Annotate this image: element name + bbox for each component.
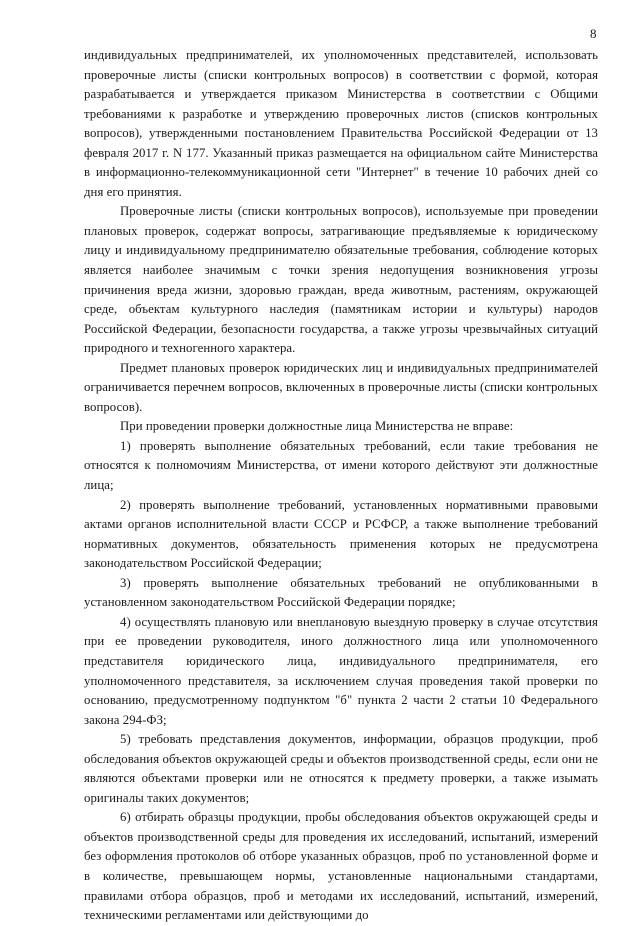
paragraph-continuation: индивидуальных предпринимателей, их уполномоченных представителей, использовать проверочные листы (списки контрольных вопросов) в соответствии с формой, которая разрабатывается и утверждается приказом Министерства в соответствии с Общими требованиями к разработке и утверждению проверочных листов (списков контрольных вопросов), утвержденными постановлением Правительства Российской Федерации от 13 февраля 2017 г. N 177. Указанный приказ размещается на официальном сайте Министерства в информационно-телекоммуникационной сети "Интернет" в течение 10 рабочих дней со дня его принятия. [84, 48, 598, 199]
prohibition-item-3: 3) проверять выполнение обязательных требований не опубликованными в установленном законодательством Российской Федерации порядке; [84, 575, 598, 610]
paragraph-inspection-subject: Предмет плановых проверок юридических лиц и индивидуальных предпринимателей ограничивается перечнем вопросов, включенных в проверочные листы (списки контрольных вопросов). [84, 360, 598, 414]
prohibition-item-5: 5) требовать представления документов, информации, образцов продукции, проб обследования объектов окружающей среды и объектов производственной среды, если они не являются объектами проверки или не относятся к предмету проверки, а также изымать оригиналы таких документов; [84, 732, 598, 805]
prohibition-item-2: 2) проверять выполнение требований, установленных нормативными правовыми актами органов исполнительной власти СССР и РСФСР, а также выполнение требований нормативных документов, обязательность применения которых не предусмотрена законодательством Российской Федерации; [84, 497, 598, 571]
paragraph-checklists-content: Проверочные листы (списки контрольных вопросов), используемые при проведении плановых проверок, содержат вопросы, затрагивающие предъявляемые к юридическому лицу и индивидуальному предпринимателю обязательные требования, соблюдение которых является наиболее значимым с точки зрения недопущения возникновения угрозы причинения вреда жизни, здоровью граждан, вреда животным, растениям, окружающей среде, объектам культурного наследия (памятникам истории и культуры) народов Российской Федерации, безопасности государства, а также угрозы чрезвычайных ситуаций природного и техногенного характера. [84, 204, 598, 356]
page-number: 8 [590, 26, 597, 41]
prohibition-item-4: 4) осуществлять плановую или внеплановую выездную проверку в случае отсутствия при ее проведении руководителя, иного должностного лица или уполномоченного представителя юридического лица, индивидуального предпринимателя, его уполномоченного представителя, за исключением случая проведения такой проверки по основанию, предусмотренному подпунктом "б" пункта 2 части 2 статьи 10 Федерального закона 294-ФЗ; [84, 614, 598, 727]
paragraph-prohibitions-intro: При проведении проверки должностные лица Министерства не вправе: [120, 419, 514, 434]
prohibition-item-1: 1) проверять выполнение обязательных требований, если такие требования не относятся к полномочиям Министерства, от имени которого действуют эти должностные лица; [84, 438, 598, 493]
prohibition-item-6: 6) отбирать образцы продукции, пробы обследования объектов окружающей среды и объектов производственной среды для проведения их исследований, испытаний, измерений без оформления протоколов об отборе указанных образцов, проб по установленной форме и в количестве, превышающем нормы, установленные национальными стандартами, правилами отбора образцов, проб и методами их исследований, испытаний, измерений, техническими регламентами или действующими до [84, 810, 598, 923]
document-body [84, 46, 598, 926]
